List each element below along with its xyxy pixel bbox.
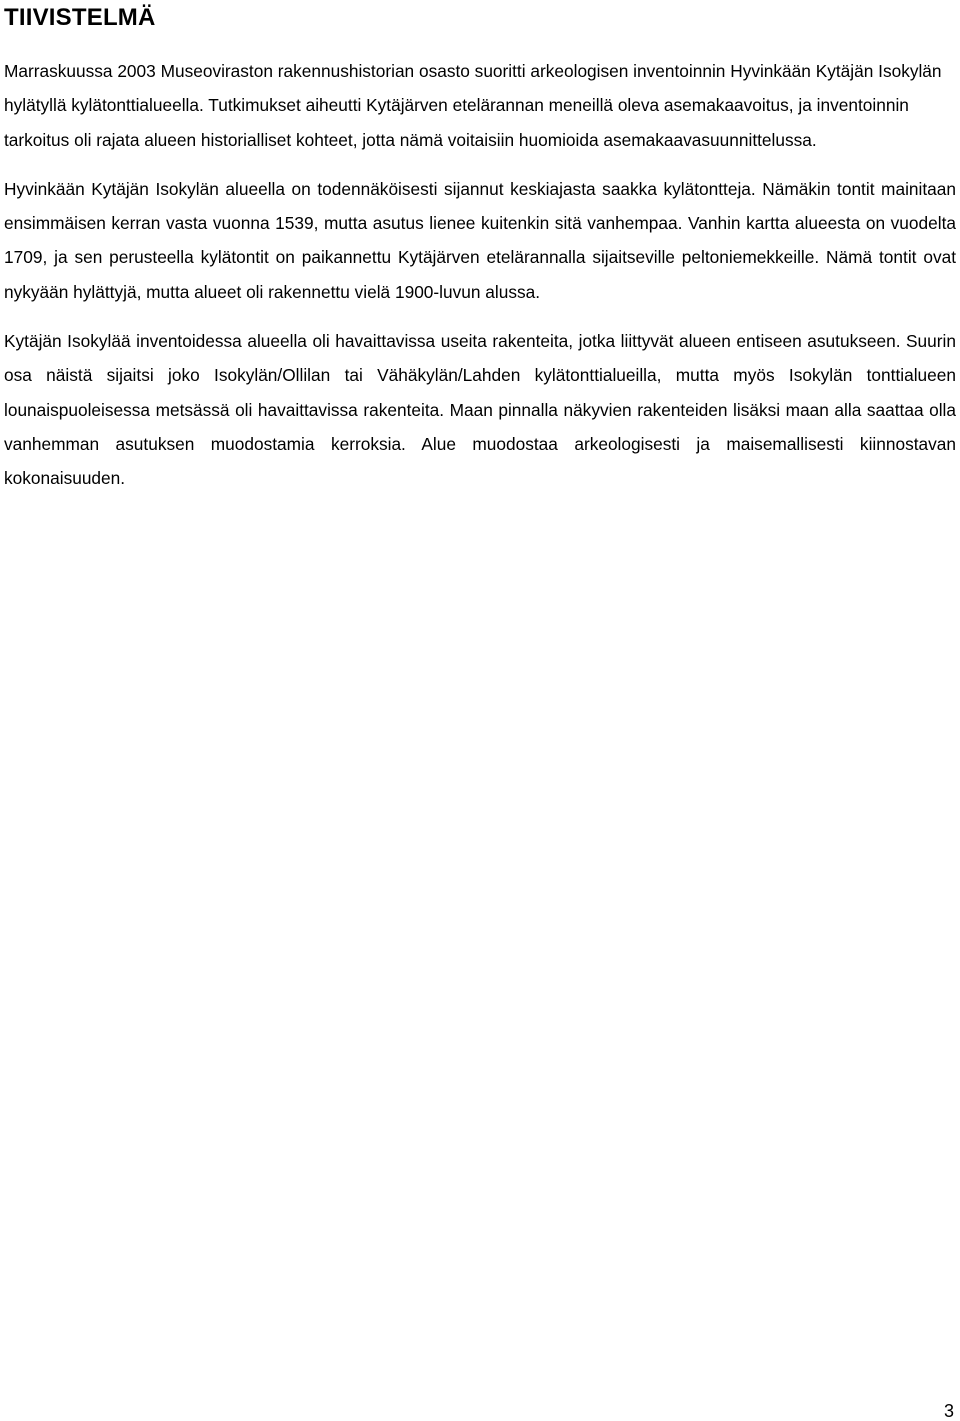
abstract-paragraph-2: Hyvinkään Kytäjän Isokylän alueella on todennäköisesti sijannut keskiajasta saakka kylätontteja. Nämäkin tontit mainitaan ensimmäisen kerran vasta vuonna 1539, mutta asutus lienee kuitenkin sitä vanhempaa. Vanhin kartta alueesta on vuodelta 1709, ja sen perusteella kylätontit on paikannettu Kytäjärven etelärannalla sijaitseville peltoniemekkeille. Nämä tontit ovat nykyään hylättyjä, mutta alueet oli rakennettu vielä 1900-luvun alussa. bbox=[4, 178, 956, 302]
document-page bbox=[4, 0, 956, 496]
page-number: 3 bbox=[943, 1401, 954, 1421]
document-title: TIIVISTELMÄ bbox=[4, 4, 156, 31]
abstract-paragraph-3: Kytäjän Isokylää inventoidessa alueella oli havaittavissa useita rakenteita, jotka liittyvät alueen entiseen asutukseen. Suurin osa näistä sijaitsi joko Isokylän/Ollilan tai Vähäkylän/Lahden kylätonttialueilla, mutta myös Isokylän tonttialueen lounaispuoleisessa metsässä oli havaittavissa rakenteita. Maan pinnalla näkyvien rakenteiden lisäksi maan alla saattaa olla vanhemman asutuksen muodostamia kerroksia. Alue muodostaa arkeologisesti ja maisemallisesti kiinnostavan kokonaisuuden. bbox=[4, 331, 956, 489]
abstract-paragraph-1: Marraskuussa 2003 Museoviraston rakennushistorian osasto suoritti arkeologisen inventoinnin Hyvinkään Kytäjän Isokylän hylätyllä kylätonttialueella. Tutkimukset aiheutti Kytäjärven etelärannan meneillä oleva asemakaavoitus, ja inventoinnin tarkoitus oli rajata alueen historialliset kohteet, jotta nämä voitaisiin huomioida asemakaavasuunnittelussa. bbox=[4, 61, 942, 150]
